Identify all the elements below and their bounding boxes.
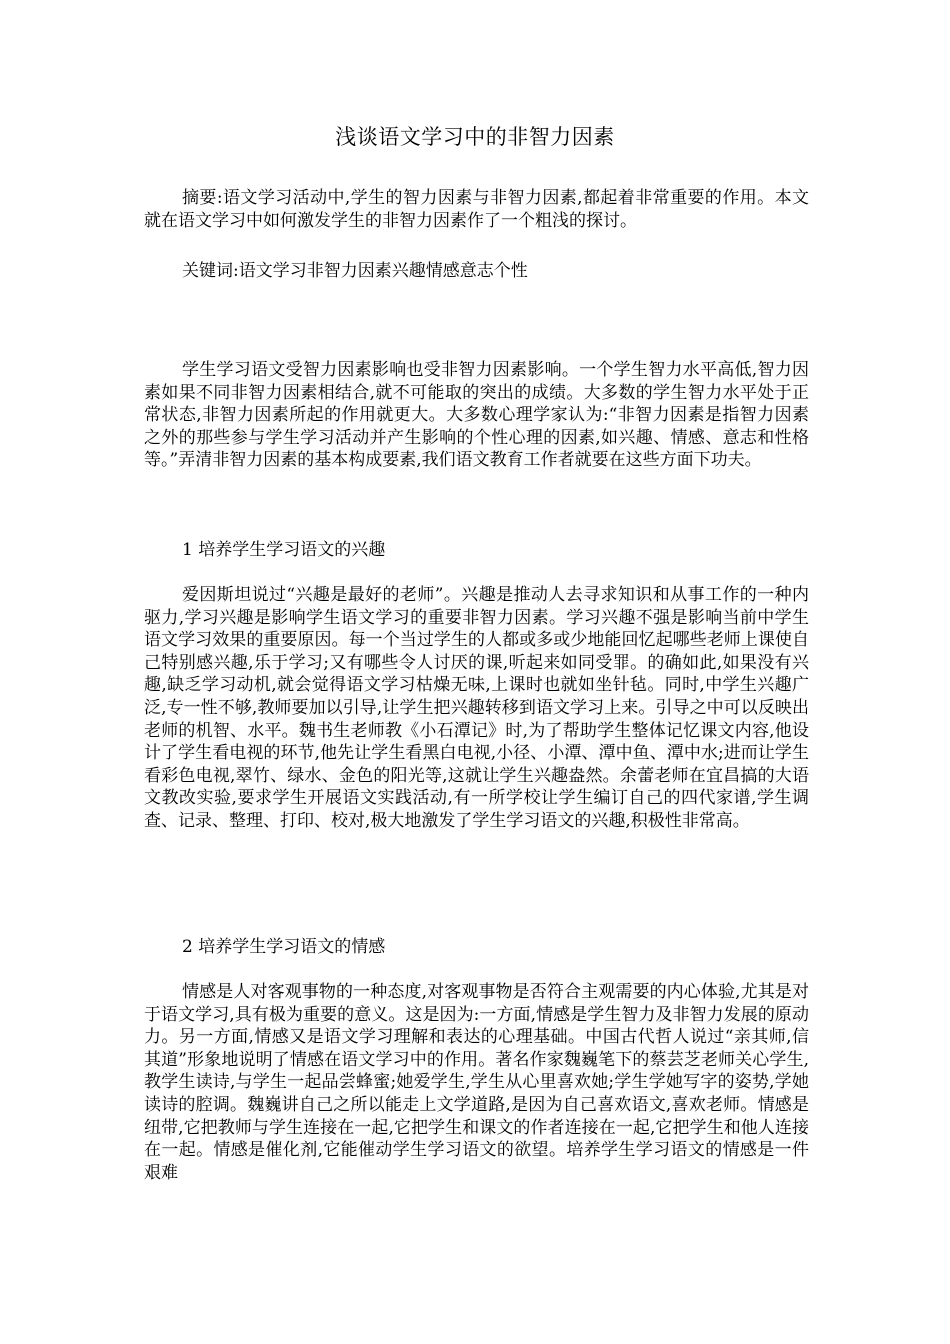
section-1-heading: 1 培养学生学习语文的兴趣 — [182, 540, 386, 560]
section-2-body: 情感是人对客观事物的一种态度,对客观事物是否符合主观需要的内心体验,尤其是对于语文学习,具有极为重要的意义。这是因为:一方面,情感是学生智力及非智力发展的原动力。另一方面,情感又是语文学习理解和表达的心理基础。中国古代哲人说过“亲其师,信其道”形象地说明了情感在语文学习中的作用。著名作家魏巍笔下的蔡芸芝老师关心学生,教学生读诗,与学生一起品尝蜂蜜;她爱学生,学生从心里喜欢她;学生学她写字的姿势,学她读诗的腔调。魏巍讲自己之所以能走上文学道路,是因为自己喜欢语文,喜欢老师。情感是纽带,它把教师与学生连接在一起,它把学生和课文的作者连接在一起,它把学生和他人连接在一起。情感是催化剂,它能催动学生学习语文的欲望。培养学生学习语文的情感是一件艰难 — [144, 982, 809, 1183]
document-title: 浅谈语文学习中的非智力因素 — [335, 125, 615, 149]
section-1-body: 爱因斯坦说过“兴趣是最好的老师”。兴趣是推动人去寻求知识和从事工作的一种内驱力,学习兴趣是影响学生语文学习的重要非智力因素。学习兴趣不强是影响当前中学生语文学习效果的重要原因。每一个当过学生的人都或多或少地能回忆起哪些老师上课使自己特别感兴趣,乐于学习;又有哪些令人讨厌的课,听起来如同受罪。的确如此,如果没有兴趣,缺乏学习动机,就会觉得语文学习枯燥无味,上课时也就如坐针毡。同时,中学生兴趣广泛,专一性不够,教师要加以引导,让学生把兴趣转移到语文学习上来。引导之中可以反映出老师的机智、水平。魏书生老师教《小石潭记》时,为了帮助学生整体记忆课文内容,他设计了学生看电视的环节,他先让学生看黑白电视,小径、小潭、潭中鱼、潭中水;进而让学生看彩色电视,翠竹、绿水、金色的阳光等,这就让学生兴趣盎然。余蕾老师在宜昌搞的大语文教改实验,要求学生开展语文实践活动,有一所学校让学生编订自己的四代家谱,学生调查、记录、整理、打印、校对,极大地激发了学生学习语文的兴趣,积极性非常高。 — [144, 585, 809, 831]
intro-paragraph: 学生学习语文受智力因素影响也受非智力因素影响。一个学生智力水平高低,智力因素如果不同非智力因素相结合,就不可能取的突出的成绩。大多数的学生智力水平处于正常状态,非智力因素所起的作用就更大。大多数心理学家认为:“非智力因素是指智力因素之外的那些参与学生学习活动并产生影响的个性心理的因素,如兴趣、情感、意志和性格等。”弄清非智力因素的基本构成要素,我们语文教育工作者就要在这些方面下功夫。 — [144, 360, 809, 471]
abstract-paragraph: 摘要:语文学习活动中,学生的智力因素与非智力因素,都起着非常重要的作用。本文就在语文学习中如何激发学生的非智力因素作了一个粗浅的探讨。 — [144, 188, 809, 231]
keywords-paragraph: 关键词:语文学习非智力因素兴趣情感意志个性 — [182, 261, 528, 281]
section-2-heading: 2 培养学生学习语文的情感 — [182, 937, 386, 957]
